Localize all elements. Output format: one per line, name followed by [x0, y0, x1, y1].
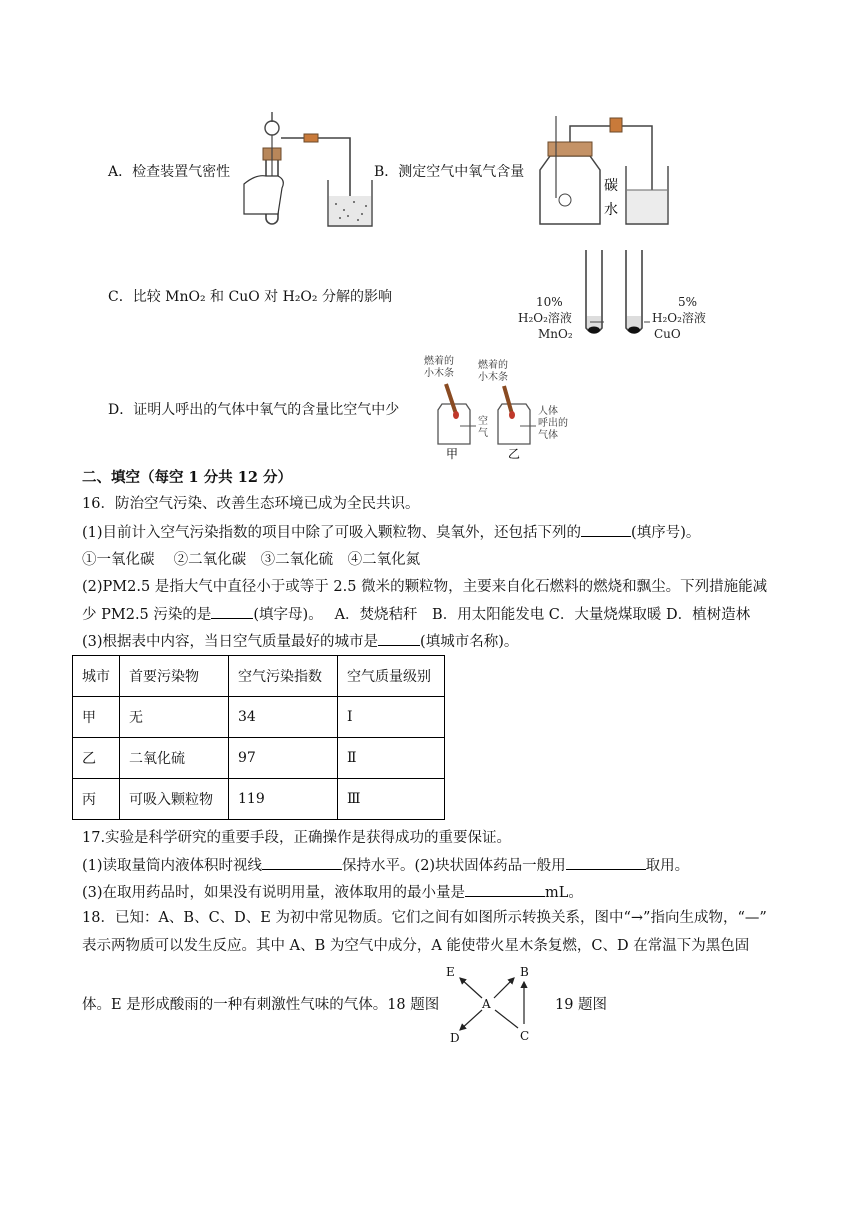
table-row — [73, 779, 445, 820]
q16-part2-pre: 少 PM2.5 污染的是 — [82, 607, 212, 623]
table-cell: 乙 — [73, 738, 120, 779]
right-solution: H₂O₂溶液 — [652, 311, 706, 325]
catalyst-comparison-figure — [510, 244, 730, 348]
q16-part3-post: (填城市名称)。 — [420, 634, 519, 650]
jia-label: 甲 — [446, 447, 459, 461]
q18-line2: 表示两物质可以发生反应。其中 A、B 为空气中成分，A 能使带火星木条复燃，C、D 在常温下为黑色固 — [82, 938, 750, 954]
q16-blank-1[interactable] — [581, 522, 631, 537]
node-d: D — [450, 1031, 460, 1044]
table-row — [73, 697, 445, 738]
q17-part1-pre: (1)读取量筒内液体积时视线 — [82, 858, 263, 874]
exhaled-gas-figure — [420, 352, 590, 462]
air-quality-table — [72, 655, 445, 820]
q18-line3: 体。E 是形成酸雨的一种有刺激性气味的气体。18 题图 — [82, 997, 440, 1013]
yi-stick-label-2: 小木条 — [478, 372, 508, 383]
q16-stem: 16．防治空气污染、改善生态环境已成为全民共识。 — [82, 496, 420, 512]
table-header-cell: 空气污染指数 — [229, 656, 338, 697]
q16-part1 — [82, 522, 700, 543]
table-header-cell: 首要污染物 — [120, 656, 229, 697]
table-cell: 可吸入颗粒物 — [120, 779, 229, 820]
option-c-text: C．比较 MnO₂ 和 CuO 对 H₂O₂ 分解的影响 — [108, 289, 392, 305]
air-label-2: 气 — [478, 428, 488, 439]
table-cell: Ⅰ — [338, 697, 445, 738]
label-carbon: 碳 — [604, 178, 618, 194]
node-a: A — [482, 997, 491, 1011]
table-header-row — [73, 656, 445, 697]
q16-choices: ①一氧化碳 ②二氧化碳 ③二氧化硫 ④二氧化氮 — [82, 552, 421, 568]
option-b-text: B．测定空气中氧气含量 — [374, 164, 525, 180]
breath-label-2: 呼出的 — [538, 418, 568, 429]
q16-part2-line2 — [82, 604, 750, 625]
node-e: E — [446, 965, 455, 979]
q19-figure-label: 19 题图 — [555, 997, 608, 1013]
table-header-cell: 空气质量级别 — [338, 656, 445, 697]
q17-stem: 17.实验是科学研究的重要手段，正确操作是获得成功的重要保证。 — [82, 830, 512, 846]
breath-label-1: 人体 — [538, 406, 558, 417]
q17-part3 — [82, 882, 583, 903]
table-cell: Ⅲ — [338, 779, 445, 820]
q16-part1-post: (填序号)。 — [631, 525, 701, 541]
yi-stick-label-1: 燃着的 — [478, 360, 508, 371]
q17-part1-mid: 保持水平。(2)块状固体药品一般用 — [342, 858, 566, 874]
table-cell: 甲 — [73, 697, 120, 738]
air-label-1: 空 — [478, 416, 488, 427]
right-catalyst: CuO — [654, 327, 681, 341]
q16-blank-3[interactable] — [378, 631, 420, 646]
option-a-text: A．检查装置气密性 — [108, 164, 231, 180]
q16-part1-pre: (1)目前计入空气污染指数的项目中除了可吸入颗粒物、臭氧外，还包括下列的 — [82, 525, 582, 541]
q17-blank-1[interactable] — [262, 855, 342, 870]
right-concentration: 5% — [678, 295, 698, 309]
table-cell: 119 — [229, 779, 338, 820]
table-row — [73, 738, 445, 779]
table-cell: 丙 — [73, 779, 120, 820]
q17-part3-pre: (3)在取用药品时，如果没有说明用量，液体取用的最小量是 — [82, 885, 466, 901]
breath-label-3: 气体 — [538, 430, 558, 441]
table-header-cell: 城市 — [73, 656, 120, 697]
label-water: 水 — [604, 202, 618, 218]
q16-part3-pre: (3)根据表中内容，当日空气质量最好的城市是 — [82, 634, 379, 650]
q18-transformation-diagram — [440, 962, 540, 1044]
q17-blank-3[interactable] — [465, 882, 545, 897]
left-concentration: 10% — [536, 295, 563, 309]
table-cell: 二氧化硫 — [120, 738, 229, 779]
node-b: B — [520, 965, 529, 979]
q16-part3 — [82, 631, 518, 652]
table-cell: 97 — [229, 738, 338, 779]
left-catalyst: MnO₂ — [538, 327, 573, 341]
oxygen-content-apparatus-figure — [530, 108, 670, 230]
airtightness-apparatus-figure — [236, 104, 386, 234]
q17-blank-2[interactable] — [566, 855, 646, 870]
jia-stick-label-1: 燃着的 — [424, 356, 454, 367]
option-d-text: D．证明人呼出的气体中氧气的含量比空气中少 — [108, 402, 400, 418]
table-cell: 无 — [120, 697, 229, 738]
table-cell: Ⅱ — [338, 738, 445, 779]
yi-label: 乙 — [508, 447, 521, 461]
q16-blank-2[interactable] — [211, 604, 253, 619]
q16-part2-post: (填字母)。 A．焚烧秸秆 B．用太阳能发电 C．大量烧煤取暖 D．植树造林 — [253, 607, 751, 623]
q18-line1: 18．已知：A、B、C、D、E 为初中常见物质。它们之间有如图所示转换关系，图中“→”指向生成物，“—” — [82, 910, 767, 926]
q16-part2-line1: (2)PM2.5 是指大气中直径小于或等于 2.5 微米的颗粒物，主要来自化石燃料的燃烧和飘尘。下列措施能减 — [82, 579, 768, 595]
q17-part1-post: 取用。 — [645, 858, 690, 874]
q17-part3-post: mL。 — [545, 885, 583, 901]
node-c: C — [520, 1029, 530, 1043]
jia-stick-label-2: 小木条 — [424, 368, 454, 379]
table-cell: 34 — [229, 697, 338, 738]
section-2-title: 二、填空（每空 1 分共 12 分） — [82, 469, 292, 486]
left-solution: H₂O₂溶液 — [518, 311, 572, 325]
q17-part1 — [82, 855, 689, 876]
